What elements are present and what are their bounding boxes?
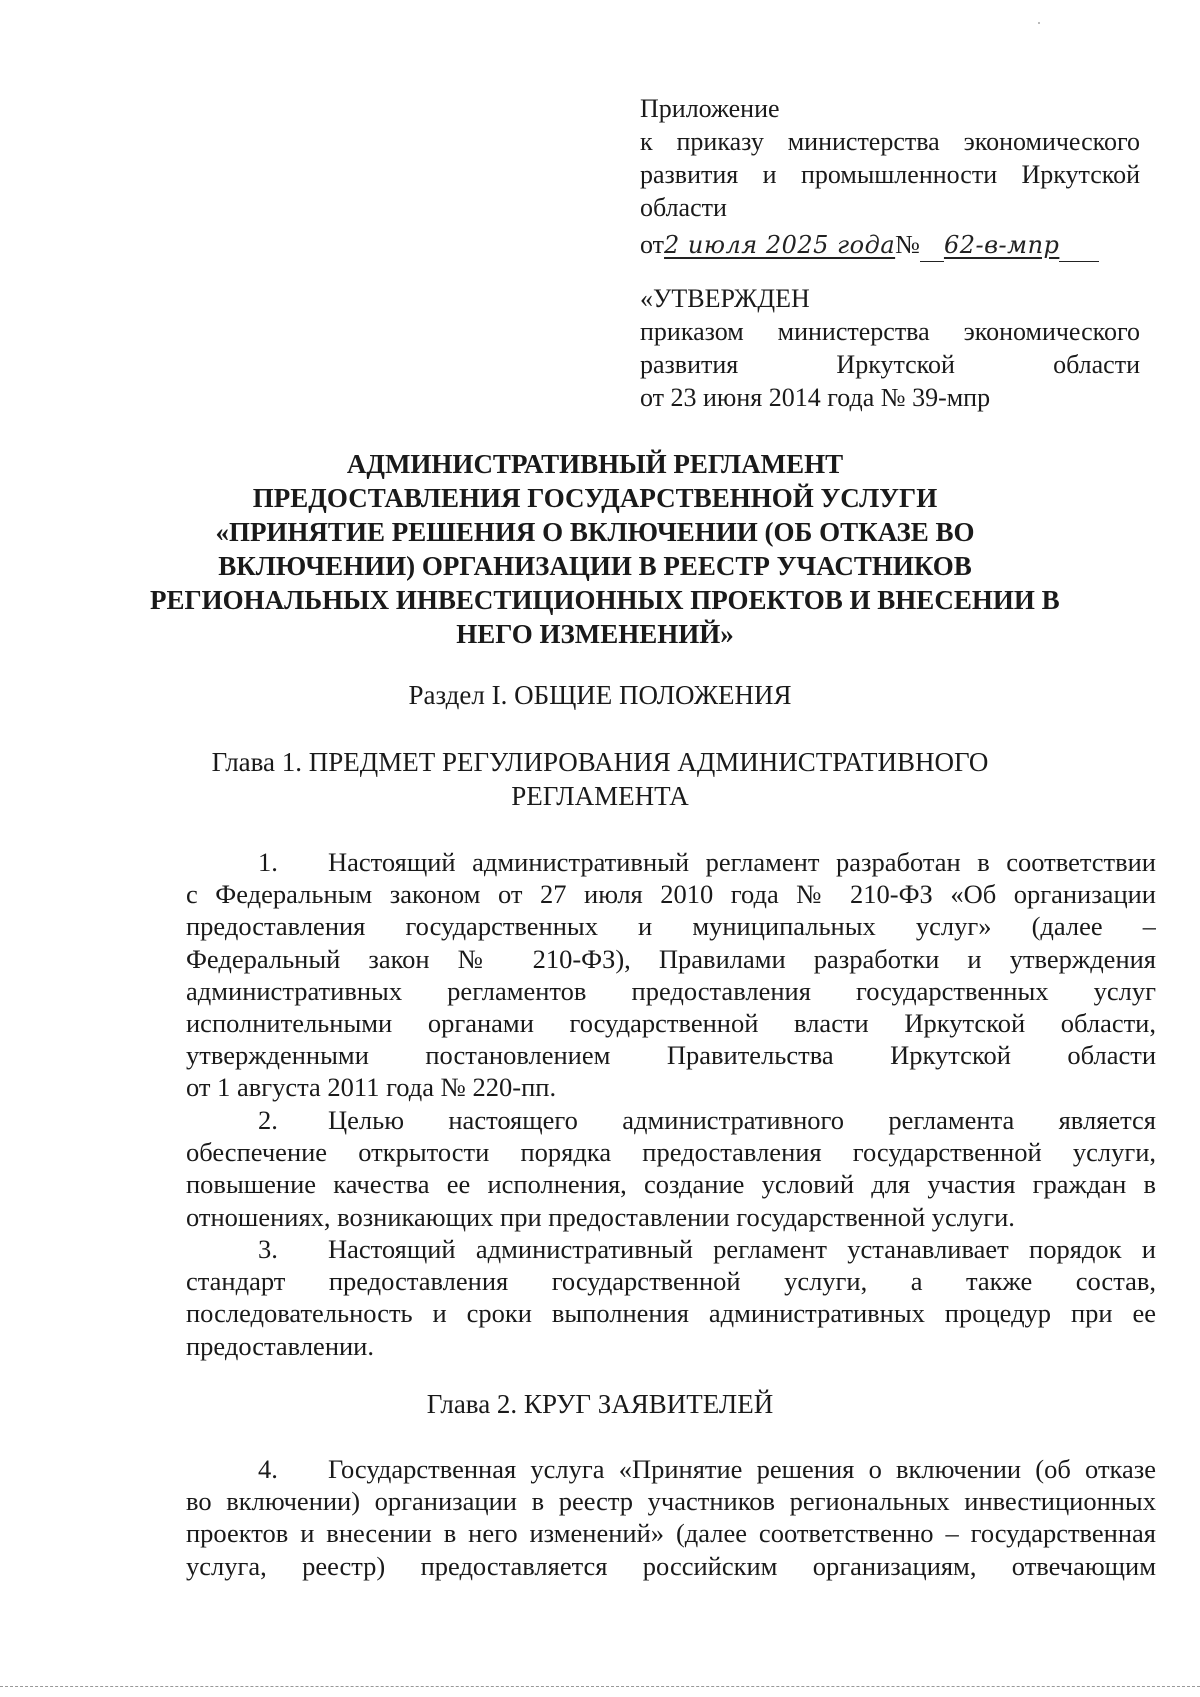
- title-line: «ПРИНЯТИЕ РЕШЕНИЯ О ВКЛЮЧЕНИИ (ОБ ОТКАЗЕ ВО: [215, 517, 975, 547]
- order-number-label: №: [895, 230, 920, 259]
- paragraph-line: от 1 августа 2011 года № 220-пп.: [186, 1072, 557, 1103]
- handwritten-order-date: 2 июля 2025 года: [664, 231, 896, 259]
- underline-gap: [920, 228, 944, 262]
- title-line: НЕГО ИЗМЕНЕНИЙ»: [456, 619, 734, 649]
- document-title: [150, 447, 1060, 651]
- page-bottom-rule: [0, 1686, 1200, 1687]
- approved-line: от 23 июня 2014 года № 39-мпр: [640, 383, 991, 412]
- paragraph-3: [186, 1233, 1156, 1362]
- paragraph-text: Настоящий административный регламент разработан в соответствии: [328, 847, 1156, 877]
- paragraph-line: исполнительными органами государственной власти Иркутской области,: [186, 1008, 1156, 1039]
- paragraph-line: во включении) организации в реестр участников региональных инвестиционных: [186, 1486, 1156, 1517]
- chapter-1-heading: [150, 745, 1050, 813]
- order-reference: [640, 228, 1140, 268]
- approved-block: [640, 282, 1140, 414]
- paragraph-line: проектов и внесении в него изменений» (далее соответственно – государственная: [186, 1518, 1156, 1549]
- order-prefix: от: [640, 230, 665, 259]
- paragraph-line: [186, 1453, 1156, 1485]
- paragraph-number: 1.: [258, 847, 278, 877]
- paragraph-line: [186, 846, 1156, 878]
- underline-gap: [1059, 228, 1099, 262]
- appendix-block: [640, 92, 1140, 414]
- paragraph-line: предоставлении.: [186, 1330, 374, 1361]
- paragraph-line: отношениях, возникающих при предоставлении государственной услуги.: [186, 1201, 1015, 1232]
- approved-line: развития Иркутской области: [640, 350, 1140, 379]
- paragraph-line: повышение качества ее исполнения, создание условий для участия граждан в: [186, 1169, 1156, 1200]
- paragraph-number: 4.: [258, 1454, 278, 1484]
- chapter-title-line: Глава 1. ПРЕДМЕТ РЕГУЛИРОВАНИЯ АДМИНИСТРАТИВНОГО: [211, 747, 989, 777]
- paragraph-line: последовательность и сроки выполнения административных процедур при ее: [186, 1298, 1156, 1329]
- paragraph-2: [186, 1104, 1156, 1233]
- paragraph-line: административных регламентов предоставления государственных услуг: [186, 975, 1156, 1006]
- appendix-line: развития и промышленности Иркутской: [640, 160, 1140, 189]
- paragraph-line: стандарт предоставления государственной услуги, а также состав,: [186, 1266, 1156, 1297]
- title-line: АДМИНИСТРАТИВНЫЙ РЕГЛАМЕНТ: [346, 449, 844, 479]
- title-line: РЕГИОНАЛЬНЫХ ИНВЕСТИЦИОННЫХ ПРОЕКТОВ И ВНЕСЕНИИ В: [150, 585, 1060, 615]
- paragraph-line: с Федеральным законом от 27 июля 2010 года № 210-ФЗ «Об организации: [186, 879, 1156, 910]
- title-line: ВКЛЮЧЕНИИ) ОРГАНИЗАЦИИ В РЕЕСТР УЧАСТНИКОВ: [218, 551, 972, 581]
- paragraph-4: [186, 1453, 1156, 1582]
- appendix-line: к приказу министерства экономического: [640, 127, 1140, 156]
- paragraph-line: [186, 1233, 1156, 1265]
- chapter-2-heading: [150, 1387, 1050, 1421]
- paragraph-line: предоставления государственных и муниципальных услуг» (далее –: [186, 911, 1156, 942]
- paragraph-line: Федеральный закон № 210-ФЗ), Правилами разработки и утверждения: [186, 943, 1156, 974]
- appendix-line: Приложение: [640, 94, 780, 123]
- paragraph-line: услуга, реестр) предоставляется российским организациям, отвечающим: [186, 1550, 1156, 1581]
- title-line: ПРЕДОСТАВЛЕНИЯ ГОСУДАРСТВЕННОЙ УСЛУГИ: [252, 483, 938, 513]
- chapter-title-line: Глава 2. КРУГ ЗАЯВИТЕЛЕЙ: [426, 1389, 774, 1419]
- paragraph-line: [186, 1104, 1156, 1136]
- appendix-line: области: [640, 193, 727, 222]
- paragraph-text: Настоящий административный регламент устанавливает порядок и: [328, 1234, 1156, 1264]
- paragraph-line: обеспечение открытости порядка предоставления государственной услуги,: [186, 1137, 1156, 1168]
- section-heading: [150, 678, 1050, 712]
- scan-mark: [1038, 22, 1040, 24]
- section-title: Раздел I. ОБЩИЕ ПОЛОЖЕНИЯ: [408, 680, 792, 710]
- chapter-title-line: РЕГЛАМЕНТА: [511, 781, 689, 811]
- paragraph-number: 3.: [258, 1234, 278, 1264]
- paragraph-number: 2.: [258, 1105, 278, 1135]
- paragraph-text: Государственная услуга «Принятие решения о включении (об отказе: [328, 1454, 1156, 1484]
- handwritten-order-number: 62-в-мпр: [943, 231, 1060, 259]
- paragraph-1: [186, 846, 1156, 1104]
- approved-line: приказом министерства экономического: [640, 317, 1140, 346]
- paragraph-text: Целью настоящего административного регламента является: [328, 1105, 1156, 1135]
- paragraph-line: утвержденными постановлением Правительства Иркутской области: [186, 1040, 1156, 1071]
- approved-line: «УТВЕРЖДЕН: [640, 284, 810, 313]
